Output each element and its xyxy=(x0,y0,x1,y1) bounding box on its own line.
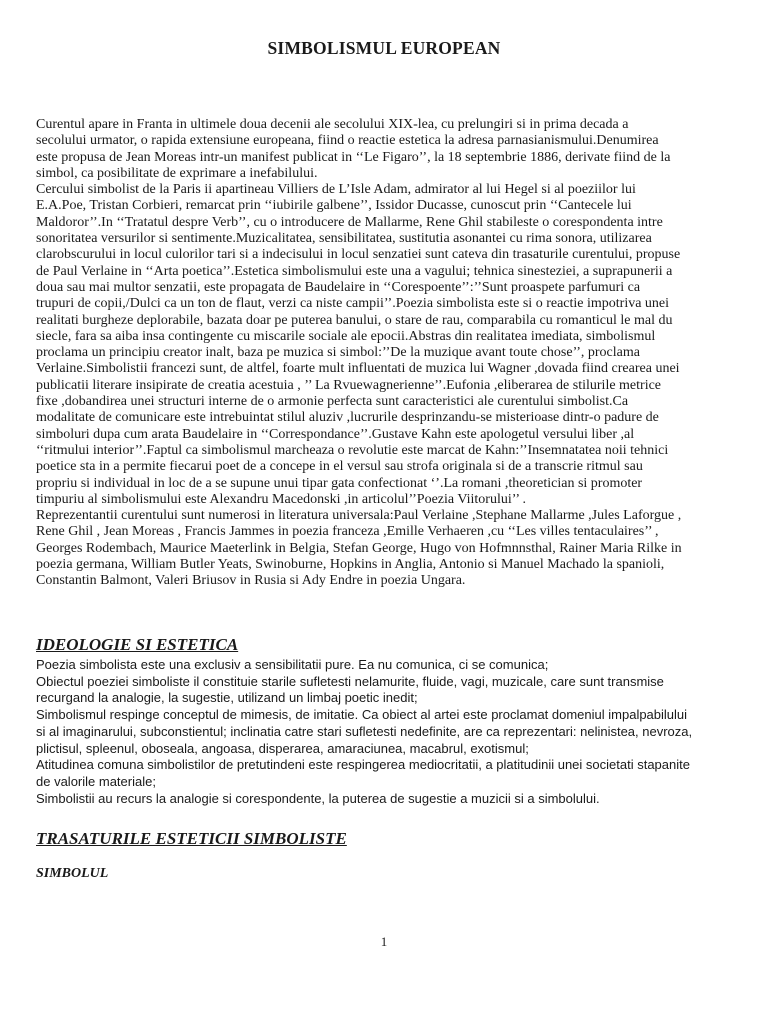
ideologie-paragraph: Atitudinea comuna simbolistilor de pretutindeni este respingerea mediocritatii, a platitudinii unei societati stapanite de valorile materiale; xyxy=(36,757,690,789)
ideologie-paragraph: Simbolismul respinge conceptul de mimesis, de imitatie. Ca obiect al artei este proclamat domeniul impalpabilului si al imaginarului, subconstientul; inclinatia catre stari sufletesti nedefinite, are ca reprezentari: nelinistea, nevroza, plictisul, spleenul, oboseala, angoasa, disperarea, amaraciunea, macabrul, exotismul; xyxy=(36,707,693,756)
ideologie-paragraph: Simbolistii au recurs la analogie si corespondente, la puterea de sugestie a muzicii si a simbolului. xyxy=(36,790,600,806)
ideologie-paragraph: Poezia simbolista este una exclusiv a sensibilitatii pure. Ea nu comunica, ci se comunica; xyxy=(36,657,549,672)
ideologie-text xyxy=(36,657,736,807)
intro-text xyxy=(36,117,736,590)
page-number: 1 xyxy=(380,934,388,949)
section-heading-ideologie: IDEOLOGIE SI ESTETICA xyxy=(36,635,239,654)
subheading-simbolul: SIMBOLUL xyxy=(36,866,109,881)
intro-paragraph: Curentul apare in Franta in ultimele doua decenii ale secolului XIX-lea, cu prelungiri si in prima decada a secolului urmator, o rapida extensiune europeana, fiind o reactie estetica la adresa parnasianismului.Denumirea este propusa de Jean Moreas intr-un manifest publicat in ‘‘Le Figaro’’, la 18 septembrie 1886, derivate fiind de la simbol, ca posibilitate de exprimare a inefabilului. xyxy=(36,117,671,181)
section-heading-trasaturile: TRASATURILE ESTETICII SIMBOLISTE xyxy=(36,829,347,848)
ideologie-paragraph: Obiectul poeziei simboliste il constituie starile sufletesti nelamurite, fluide, vagi, muzicale, care sunt transmise recurgand la analogie, la sugestie, utilizand un limbaj poetic inedit; xyxy=(36,673,664,706)
document-title: SIMBOLISMUL EUROPEAN xyxy=(267,38,501,58)
intro-paragraph: Cercului simbolist de la Paris ii apartineau Villiers de L’Isle Adam, admirator al lui Hegel si al poeziilor lui E.A.Poe, Tristan Corbieri, remarcat prin ‘‘iubirile galbene’’, Issidor Ducasse, cunoscut prin ‘‘Cantecele lui Maldoror’’.In ‘‘Tratatul despre Verb’’, cu o introducere de Mallarme, Rene Ghil stabileste o corespondenta intre sonoritatea versurilor si sentimente.Muzicalitatea, sensibilitatea, sustitutia asonantei cu rima sonora, utilizarea clarobscurului in locul culorilor tari si a indecisului in locul senzatiei sunt cateva din trasaturile curentului, propuse de Paul Verlaine in ‘‘Arta poetica’’.Estetica simbolismului este una a vagului; tehnica sinesteziei, a suprapunerii a doua sau mai multor senzatii, este propagata de Baudelaire in ‘‘Corespoente’’:’’Sunt proaspete parfumuri ca trupuri de copii,/Dulci ca un ton de flaut, verzi ca niste campii’’.Poezia simbolista este si o reactie impotriva unei realitati burgheze deplorabile, bazata doar pe puterea banului, o stare de rau, comparabila cu romanticul le mal du siecle, fara sa aiba insa contingente cu miscarile sociale ale epocii.Abstras din realitatea imediata, simbolismul proclama un principiu creator inalt, baza pe muzica si simbol:’’De la muzique avant toute chose’’, proclama Verlaine.Simbolistii francezi sunt, de altfel, foarte mult influentati de muzica lui Wagner ,dovada fiind crearea unei publicatii literare insipirate de creatia acestuia , ’’ La Rvuewagnerienne’’.Eufonia ,eliberarea de stilurile metrice fixe ,dobandirea unei structuri interne de o armonie perfecta sunt caracteristici ale curentului simbolist.Ca modalitate de comunicare este intrebuintat stilul aluziv ,lucrurile desprinzandu-se misterioase dintr-o padure de simboluri dupa cum arata Baudelaire in ‘‘Correspondance’’.Gustave Kahn este apologetul versului liber ,al ‘‘ritmului interior’’.Faptul ca simbolismul marcheaza o revolutie este marcat de Kahn:’’Insemnatatea noii tehnici poetice sta in a permite fiecarui poet de a concepe in el versul sau strofa originala si de a transcrie ritmul sau propriu si individual in loc de a se supune unui tipar gata confectionat ‘’.La romani ,theoretician si promoter timpuriu al simbolismului este Alexandru Macedonski ,in articolul’’Poezia Viitorului’’ . xyxy=(36,182,681,507)
intro-paragraph: Reprezentantii curentului sunt numerosi in literatura universala:Paul Verlaine ,Stephane Mallarme ,Jules Laforgue , Rene Ghil , Jean Moreas , Francis Jammes in poezia franceza ,Emille Verhaeren ,cu ‘‘Les villes tentaculaires’’ , Georges Rodembach, Maurice Maeterlink in Belgia, Stefan George, Hugo von Hofmnnsthal, Rainer Maria Rilke in poezia germana, William Butler Yeats, Swinoburne, Hopkins in Anglia, Antonio si Manuel Machado la spanioli, Constantin Balmont, Valeri Briusov in Rusia si Ady Endre in poezia Ungara. xyxy=(36,508,682,589)
